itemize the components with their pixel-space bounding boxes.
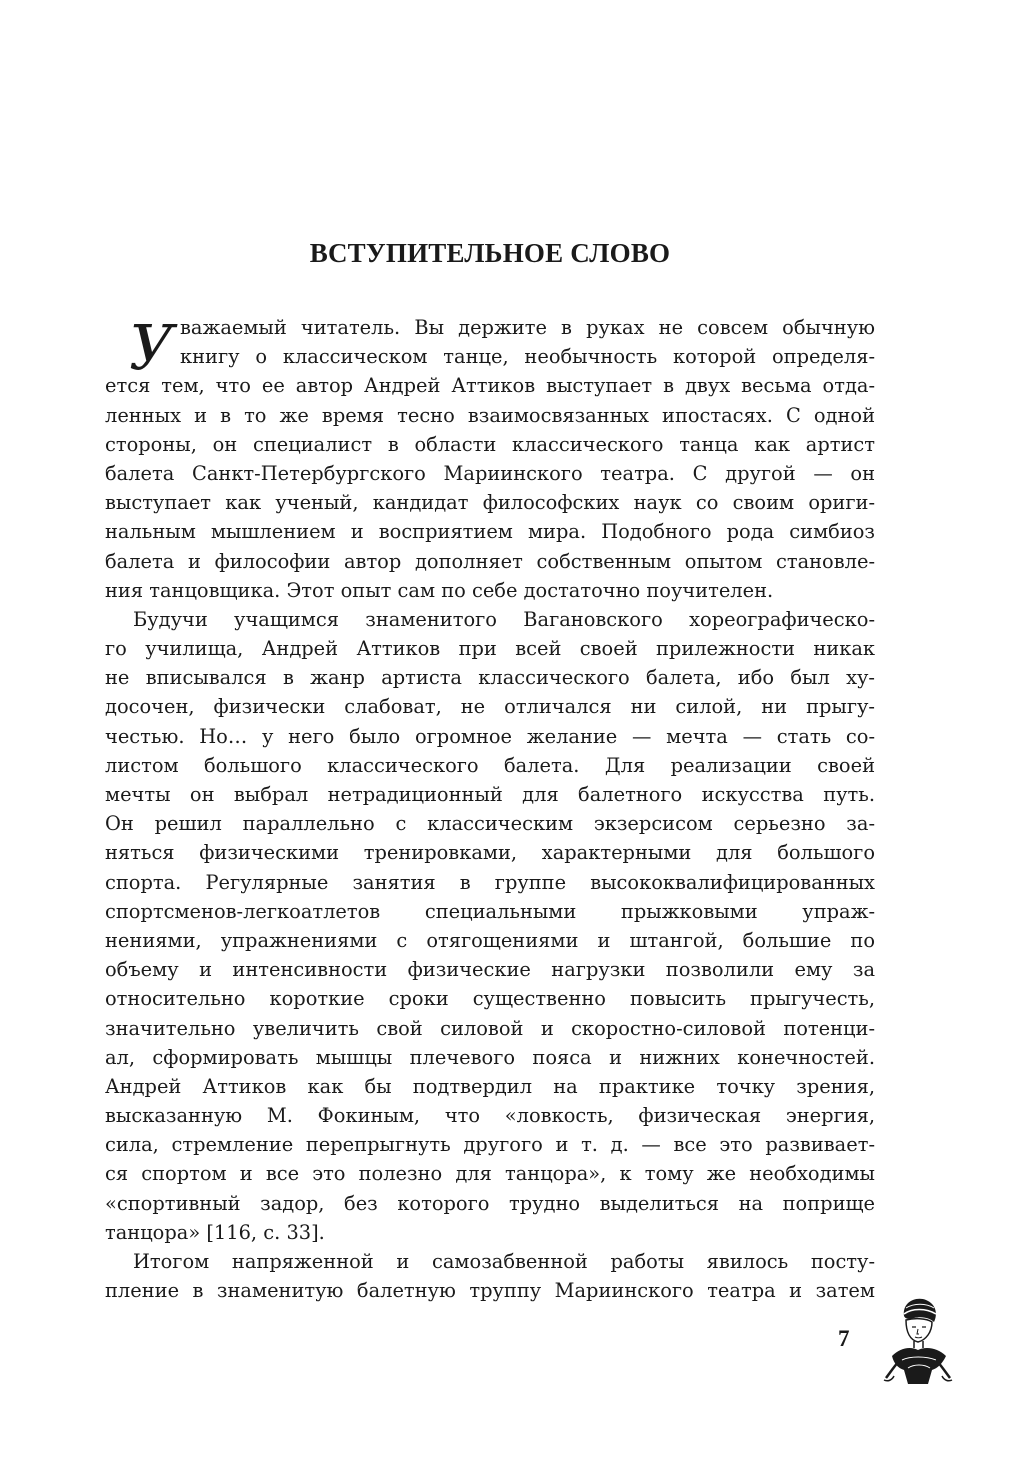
text-line: Он решил параллельно с классическим экзерсисом серьезно за- — [105, 812, 875, 836]
page-number: 7 — [838, 1326, 850, 1351]
text-line: досочен, физически слабоват, не отличался ни силой, ни прыгу- — [105, 695, 875, 719]
text-line: книгу о классическом танце, необычность которой определя- — [180, 345, 875, 369]
text-line: ся спортом и все это полезно для танцора», к тому же необходимы — [105, 1162, 875, 1186]
text-line: танцора» [116, с. 33]. — [105, 1220, 325, 1244]
text-line: выступает как ученый, кандидат философских наук со своим ориги- — [105, 491, 875, 515]
body-text — [105, 313, 875, 1305]
text-line: го училища, Андрей Аттиков при всей своей прилежности никак — [105, 637, 875, 661]
text-line: относительно короткие сроки существенно повысить прыгучесть, — [105, 987, 875, 1011]
text-line: пление в знаменитую балетную труппу Мариинского театра и затем — [105, 1279, 875, 1303]
text-line: Андрей Аттиков как бы подтвердил на практике точку зрения, — [105, 1074, 875, 1098]
text-line: Итогом напряженной и самозабвенной работы явилось посту- — [133, 1250, 875, 1273]
text-line: сила, стремление перепрыгнуть другого и т. д. — все это развивает- — [105, 1133, 875, 1157]
ballerina-portrait-icon — [882, 1294, 954, 1390]
text-line: стороны, он специалист в области классического танца как артист — [105, 432, 875, 456]
text-line: ния танцовщика. Этот опыт сам по себе достаточно поучителен. — [105, 578, 774, 602]
text-line: спорта. Регулярные занятия в группе высококвалифицированных — [105, 870, 875, 894]
text-line: значительно увеличить свой силовой и скоростно-силовой потенци- — [105, 1016, 875, 1040]
text-line: ется тем, что ее автор Андрей Аттиков выступает в двух весьма отда- — [105, 374, 875, 398]
text-line: балета и философии автор дополняет собственным опытом становле- — [105, 549, 875, 573]
text-line: не вписывался в жанр артиста классического балета, ибо был ху- — [105, 666, 875, 690]
page-title: ВСТУПИТЕЛЬНОЕ СЛОВО — [309, 238, 671, 268]
text-line: Будучи учащимся знаменитого Вагановского хореографическо- — [133, 607, 875, 631]
text-line: нальным мышлением и восприятием мира. Подобного рода симбиоз — [105, 520, 875, 544]
text-line: ленных и в то же время тесно взаимосвязанных ипостасях. С одной — [105, 403, 875, 427]
text-line: «спортивный задор, без которого трудно выделиться на поприще — [105, 1191, 875, 1215]
text-line: объему и интенсивности физические нагрузки позволили ему за — [105, 958, 875, 982]
text-line: высказанную М. Фокиным, что «ловкость, физическая энергия, — [105, 1104, 875, 1128]
text-line: няться физическими тренировками, характерными для большого — [105, 841, 875, 865]
text-line: ал, сформировать мышцы плечевого пояса и нижних конечностей. — [105, 1045, 875, 1069]
text-line: важаемый читатель. Вы держите в руках не совсем обычную — [180, 316, 875, 339]
text-line: мечты он выбрал нетрадиционный для балетного искусства путь. — [105, 783, 875, 806]
text-line: честью. Но… у него было огромное желание — мечта — стать со- — [105, 724, 875, 748]
text-line: балета Санкт-Петербургского Мариинского театра. С другой — он — [105, 461, 875, 485]
drop-cap: У — [129, 311, 174, 384]
text-line: спортсменов-легкоатлетов специальными прыжковыми упраж- — [105, 899, 875, 923]
text-line: нениями, упражнениями с отягощениями и штангой, большие по — [105, 928, 875, 952]
text-line: листом большого классического балета. Для реализации своей — [105, 753, 875, 777]
